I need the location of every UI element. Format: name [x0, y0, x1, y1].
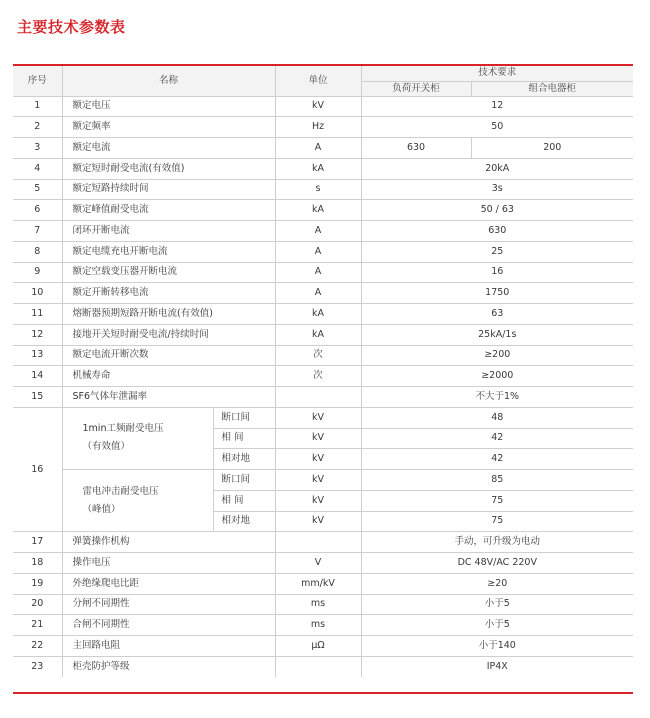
- row-value: 50: [361, 117, 633, 138]
- table-row: [13, 241, 633, 262]
- row-name: 额定电压: [62, 96, 275, 117]
- table-row: [13, 387, 633, 408]
- row-name: 额定电流开断次数: [62, 345, 275, 366]
- row-value: 20kA: [361, 158, 633, 179]
- row-unit: 次: [275, 345, 361, 366]
- row-unit: V: [275, 553, 361, 574]
- row-name: 额定空载变压器开断电流: [62, 262, 275, 283]
- row-unit: Hz: [275, 117, 361, 138]
- row-seq: 18: [13, 553, 62, 574]
- group-name: [62, 407, 213, 469]
- spec-table: [13, 66, 633, 677]
- group-name-line1: 雷电冲击耐受电压: [82, 485, 159, 497]
- row-value: 小于5: [361, 594, 633, 615]
- row-seq: 7: [13, 221, 62, 242]
- group-name-line2: （峰值）: [82, 503, 121, 515]
- row-seq: 9: [13, 262, 62, 283]
- header-name: 名称: [62, 66, 275, 96]
- row-value: ≥2000: [361, 366, 633, 387]
- row-name: 柜壳防护等级: [62, 656, 275, 677]
- row-unit: kV: [275, 470, 361, 491]
- table-row: [13, 615, 633, 636]
- row-value: 3s: [361, 179, 633, 200]
- header-requirement: 技术要求: [361, 66, 633, 81]
- row-seq: 15: [13, 387, 62, 408]
- row-value: 75: [361, 490, 633, 511]
- row-value: 630: [361, 221, 633, 242]
- row-unit: kV: [275, 490, 361, 511]
- row-value: 63: [361, 304, 633, 325]
- row-name: 额定电缆充电开断电流: [62, 241, 275, 262]
- sub-item-name: 相 间: [213, 428, 275, 449]
- page-title: 主要技术参数表: [17, 18, 126, 36]
- row-seq: 8: [13, 241, 62, 262]
- row-unit: s: [275, 179, 361, 200]
- row-name: 接地开关短时耐受电流/持续时间: [62, 324, 275, 345]
- table-row: [13, 96, 633, 117]
- row-name: SF6气体年泄漏率: [62, 387, 275, 408]
- row-unit: [275, 387, 361, 408]
- row-value-load-switch: 630: [361, 138, 471, 159]
- row-unit: kA: [275, 200, 361, 221]
- row-unit: ms: [275, 594, 361, 615]
- table-row: [13, 138, 633, 159]
- header-combined: 组合电器柜: [471, 81, 633, 96]
- row-name: 熔断器预期短路开断电流(有效值): [62, 304, 275, 325]
- table-row: [13, 283, 633, 304]
- group-name-line1: 1min工频耐受电压: [82, 423, 164, 435]
- row-value-combined: 200: [471, 138, 633, 159]
- row-unit: kV: [275, 511, 361, 532]
- row-value: 1750: [361, 283, 633, 304]
- row-value: 小于5: [361, 615, 633, 636]
- row-unit: kV: [275, 407, 361, 428]
- row-unit: A: [275, 262, 361, 283]
- row-seq: 14: [13, 366, 62, 387]
- bottom-rule: [13, 692, 633, 694]
- row-value: DC 48V/AC 220V: [361, 553, 633, 574]
- row-unit: kA: [275, 324, 361, 345]
- row-unit: kV: [275, 449, 361, 470]
- table-row: [13, 200, 633, 221]
- table-row: [13, 470, 633, 491]
- row-unit: ms: [275, 615, 361, 636]
- table-row: [13, 304, 633, 325]
- row-value: 小于140: [361, 636, 633, 657]
- row-value: 25: [361, 241, 633, 262]
- row-value: 42: [361, 428, 633, 449]
- row-name: 闭环开断电流: [62, 221, 275, 242]
- row-seq: 22: [13, 636, 62, 657]
- table-row: [13, 345, 633, 366]
- row-value: 16: [361, 262, 633, 283]
- table-row: [13, 573, 633, 594]
- table-row: [13, 117, 633, 138]
- row-name: 额定短时耐受电流(有效值): [62, 158, 275, 179]
- row-seq: 19: [13, 573, 62, 594]
- row-unit: [275, 532, 361, 553]
- row-seq: 12: [13, 324, 62, 345]
- row-seq: 2: [13, 117, 62, 138]
- row-unit: A: [275, 241, 361, 262]
- row-seq: 11: [13, 304, 62, 325]
- table-row: [13, 594, 633, 615]
- row-unit: μΩ: [275, 636, 361, 657]
- row-seq: 17: [13, 532, 62, 553]
- header-row-1: [13, 66, 633, 81]
- row-seq: 21: [13, 615, 62, 636]
- row-value: ≥200: [361, 345, 633, 366]
- row-name: 外绝缘爬电比距: [62, 573, 275, 594]
- row-unit: kA: [275, 158, 361, 179]
- row-name: 弹簧操作机构: [62, 532, 275, 553]
- row-name: 额定电流: [62, 138, 275, 159]
- row-value: 48: [361, 407, 633, 428]
- row-value: 75: [361, 511, 633, 532]
- header-seq: 序号: [13, 66, 62, 96]
- spec-table-body: [13, 96, 633, 677]
- row-unit: A: [275, 283, 361, 304]
- table-row: [13, 324, 633, 345]
- table-row: [13, 532, 633, 553]
- sub-item-name: 相 间: [213, 490, 275, 511]
- row-seq: 3: [13, 138, 62, 159]
- row-unit: kV: [275, 428, 361, 449]
- row-seq: 20: [13, 594, 62, 615]
- row-name: 额定峰值耐受电流: [62, 200, 275, 221]
- group-name: [62, 470, 213, 532]
- sub-item-name: 断口间: [213, 407, 275, 428]
- table-row: [13, 636, 633, 657]
- row-unit: kV: [275, 96, 361, 117]
- row-unit: [275, 656, 361, 677]
- table-row: [13, 158, 633, 179]
- row-value: ≥20: [361, 573, 633, 594]
- row-unit: mm/kV: [275, 573, 361, 594]
- row-name: 额定短路持续时间: [62, 179, 275, 200]
- row-name: 机械寿命: [62, 366, 275, 387]
- row-seq: 6: [13, 200, 62, 221]
- table-row: [13, 179, 633, 200]
- row-seq: 13: [13, 345, 62, 366]
- row-seq: 1: [13, 96, 62, 117]
- table-row: [13, 407, 633, 428]
- row-unit: A: [275, 138, 361, 159]
- row-unit: A: [275, 221, 361, 242]
- sub-item-name: 断口间: [213, 470, 275, 491]
- row-value: 25kA/1s: [361, 324, 633, 345]
- row-seq: 10: [13, 283, 62, 304]
- table-row: [13, 221, 633, 242]
- row-value: 85: [361, 470, 633, 491]
- header-unit: 单位: [275, 66, 361, 96]
- row-name: 操作电压: [62, 553, 275, 574]
- row-value: 手动，可升级为电动: [361, 532, 633, 553]
- row-value: 50 / 63: [361, 200, 633, 221]
- group-name-line2: （有效值）: [82, 441, 131, 453]
- row-seq: 5: [13, 179, 62, 200]
- row-seq: 16: [13, 407, 62, 532]
- row-seq: 4: [13, 158, 62, 179]
- row-unit: kA: [275, 304, 361, 325]
- row-name: 分闸不同期性: [62, 594, 275, 615]
- table-row: [13, 656, 633, 677]
- table-row: [13, 553, 633, 574]
- row-name: 主回路电阻: [62, 636, 275, 657]
- sub-item-name: 相对地: [213, 511, 275, 532]
- table-row: [13, 262, 633, 283]
- row-name: 额定频率: [62, 117, 275, 138]
- row-value: 12: [361, 96, 633, 117]
- header-load-switch: 负荷开关柜: [361, 81, 471, 96]
- row-name: 合闸不同期性: [62, 615, 275, 636]
- row-value: 不大于1%: [361, 387, 633, 408]
- row-value: IP4X: [486, 660, 508, 672]
- row-name: 额定开断转移电流: [62, 283, 275, 304]
- row-value: 42: [361, 449, 633, 470]
- row-seq: 23: [13, 656, 62, 677]
- sub-item-name: 相对地: [213, 449, 275, 470]
- row-unit: 次: [275, 366, 361, 387]
- table-row: [13, 366, 633, 387]
